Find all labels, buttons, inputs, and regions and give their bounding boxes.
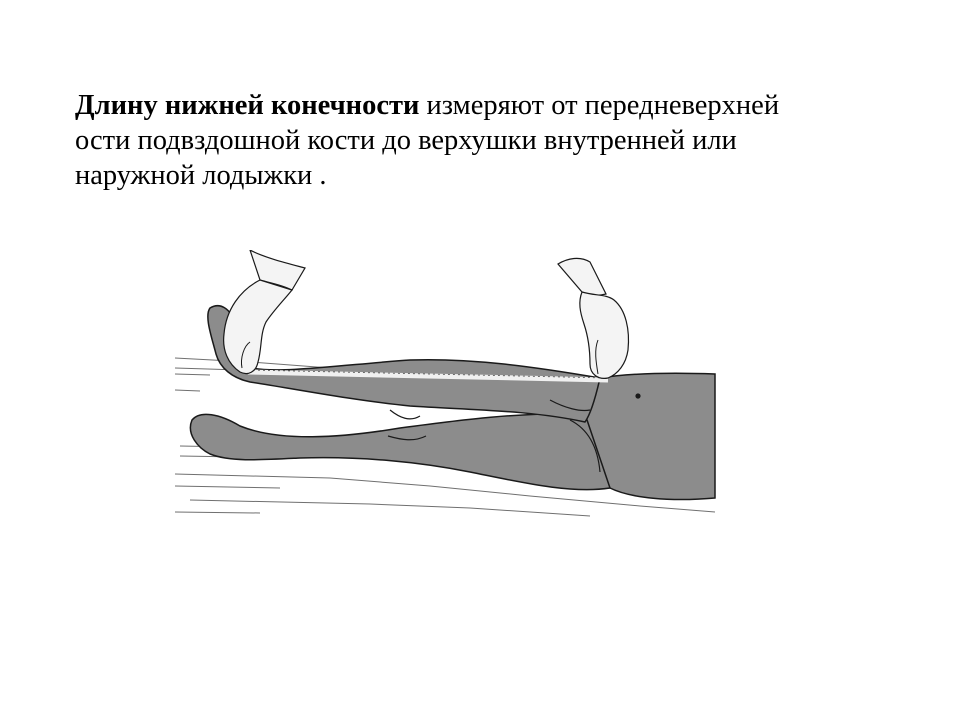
paragraph-line1-rest: измеряют от передневерхней	[419, 90, 780, 121]
paragraph-line3: наружной лодыжки .	[75, 160, 327, 191]
upper-leg-shape	[208, 306, 600, 422]
leg-measurement-illustration	[170, 250, 718, 522]
right-gloved-hand	[558, 258, 628, 378]
description-paragraph	[75, 88, 895, 193]
illustration-svg	[170, 250, 718, 522]
left-gloved-hand	[224, 250, 305, 374]
lower-leg-shape	[190, 414, 610, 490]
paragraph-line2: ости подвздошной кости до верхушки внутренней или	[75, 125, 737, 156]
paragraph-term: Длину нижней конечности	[75, 90, 420, 121]
